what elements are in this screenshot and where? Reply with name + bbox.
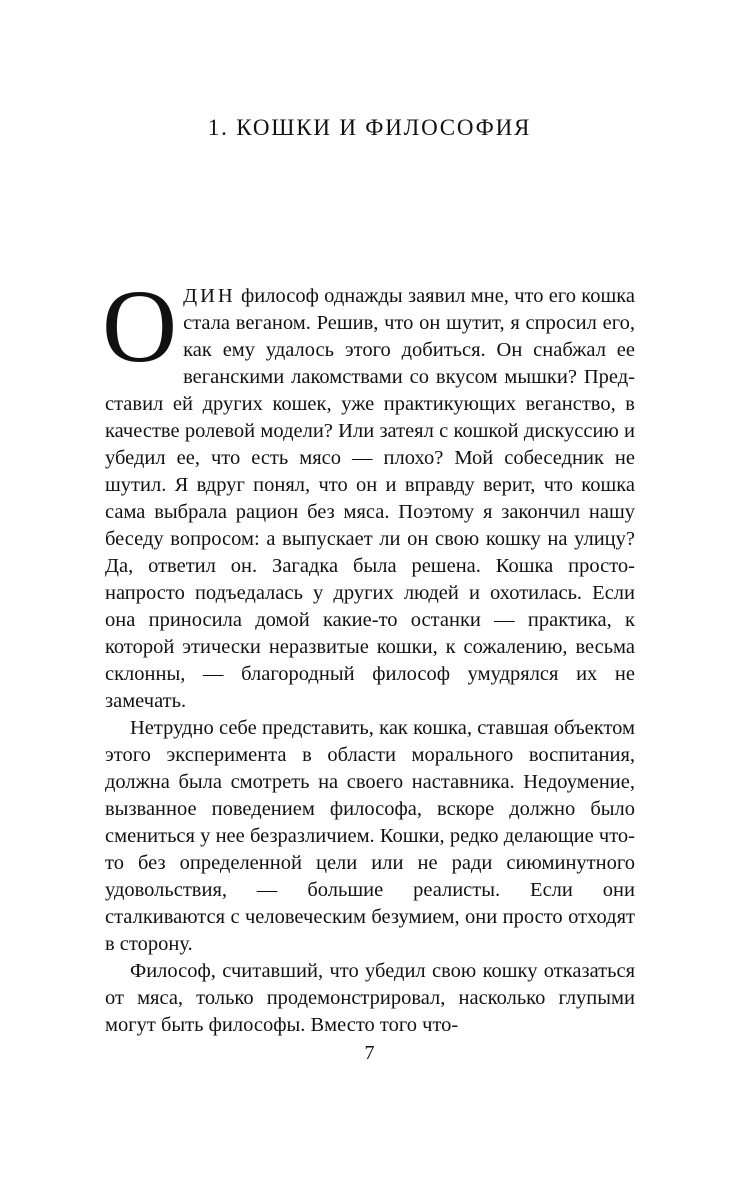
paragraph-1 <box>102 269 635 715</box>
chapter-title: 1. КОШКИ И ФИЛОСОФИЯ <box>207 115 532 140</box>
paragraph-2: Нетрудно себе представить, как кошка, ставшая объектом этого эксперимента в области морального воспитания, должна была смотреть на своего наставника. Недоумение, вызванное поведением философа, вскоре должно было смениться у нее безразличием. Кошки, редко делающие что-то без определенной цели или не ради сиюминутного удовольствия, — большие реалисты. Если они сталкиваются с человеческим безумием, они просто отходят в сторону. <box>105 717 635 955</box>
drop-cap: О <box>102 269 178 384</box>
body-text <box>102 269 635 1039</box>
paragraph-1-text: философ однажды заявил мне, что его кошка стала веганом. Решив, что он шутит, я спросил его, как ему удалось этого добиться. Он снабжал ее веганскими лакомствами со вкусом мышки? Представил ей других кошек, уже практикующих веганство, в качестве ролевой модели? Или затеял с кошкой дискуссию и убедил ее, что есть мясо — плохо? Мой собеседник не шутил. Я вдруг понял, что он и вправду верит, что кошка сама выбрала рацион без мяса. Поэтому я закончил нашу беседу вопросом: а выпускает ли он свою кошку на улицу? Да, ответил он. Загадка была решена. Кошка просто-напросто подъедалась у других людей и охотилась. Если она приносила домой какие-то останки — практика, к которой этически неразвитые кошки, к сожалению, весьма склонны, — благородный философ умудрялся их не замечать. <box>105 285 635 712</box>
page-number: 7 <box>364 1042 375 1064</box>
paragraph-3: Философ, считавший, что убедил свою кошку отказаться от мяса, только продемонстрировал, насколько глупыми могут быть философы. Вместо того что- <box>105 960 635 1036</box>
lead-word: ДИН <box>183 285 236 307</box>
